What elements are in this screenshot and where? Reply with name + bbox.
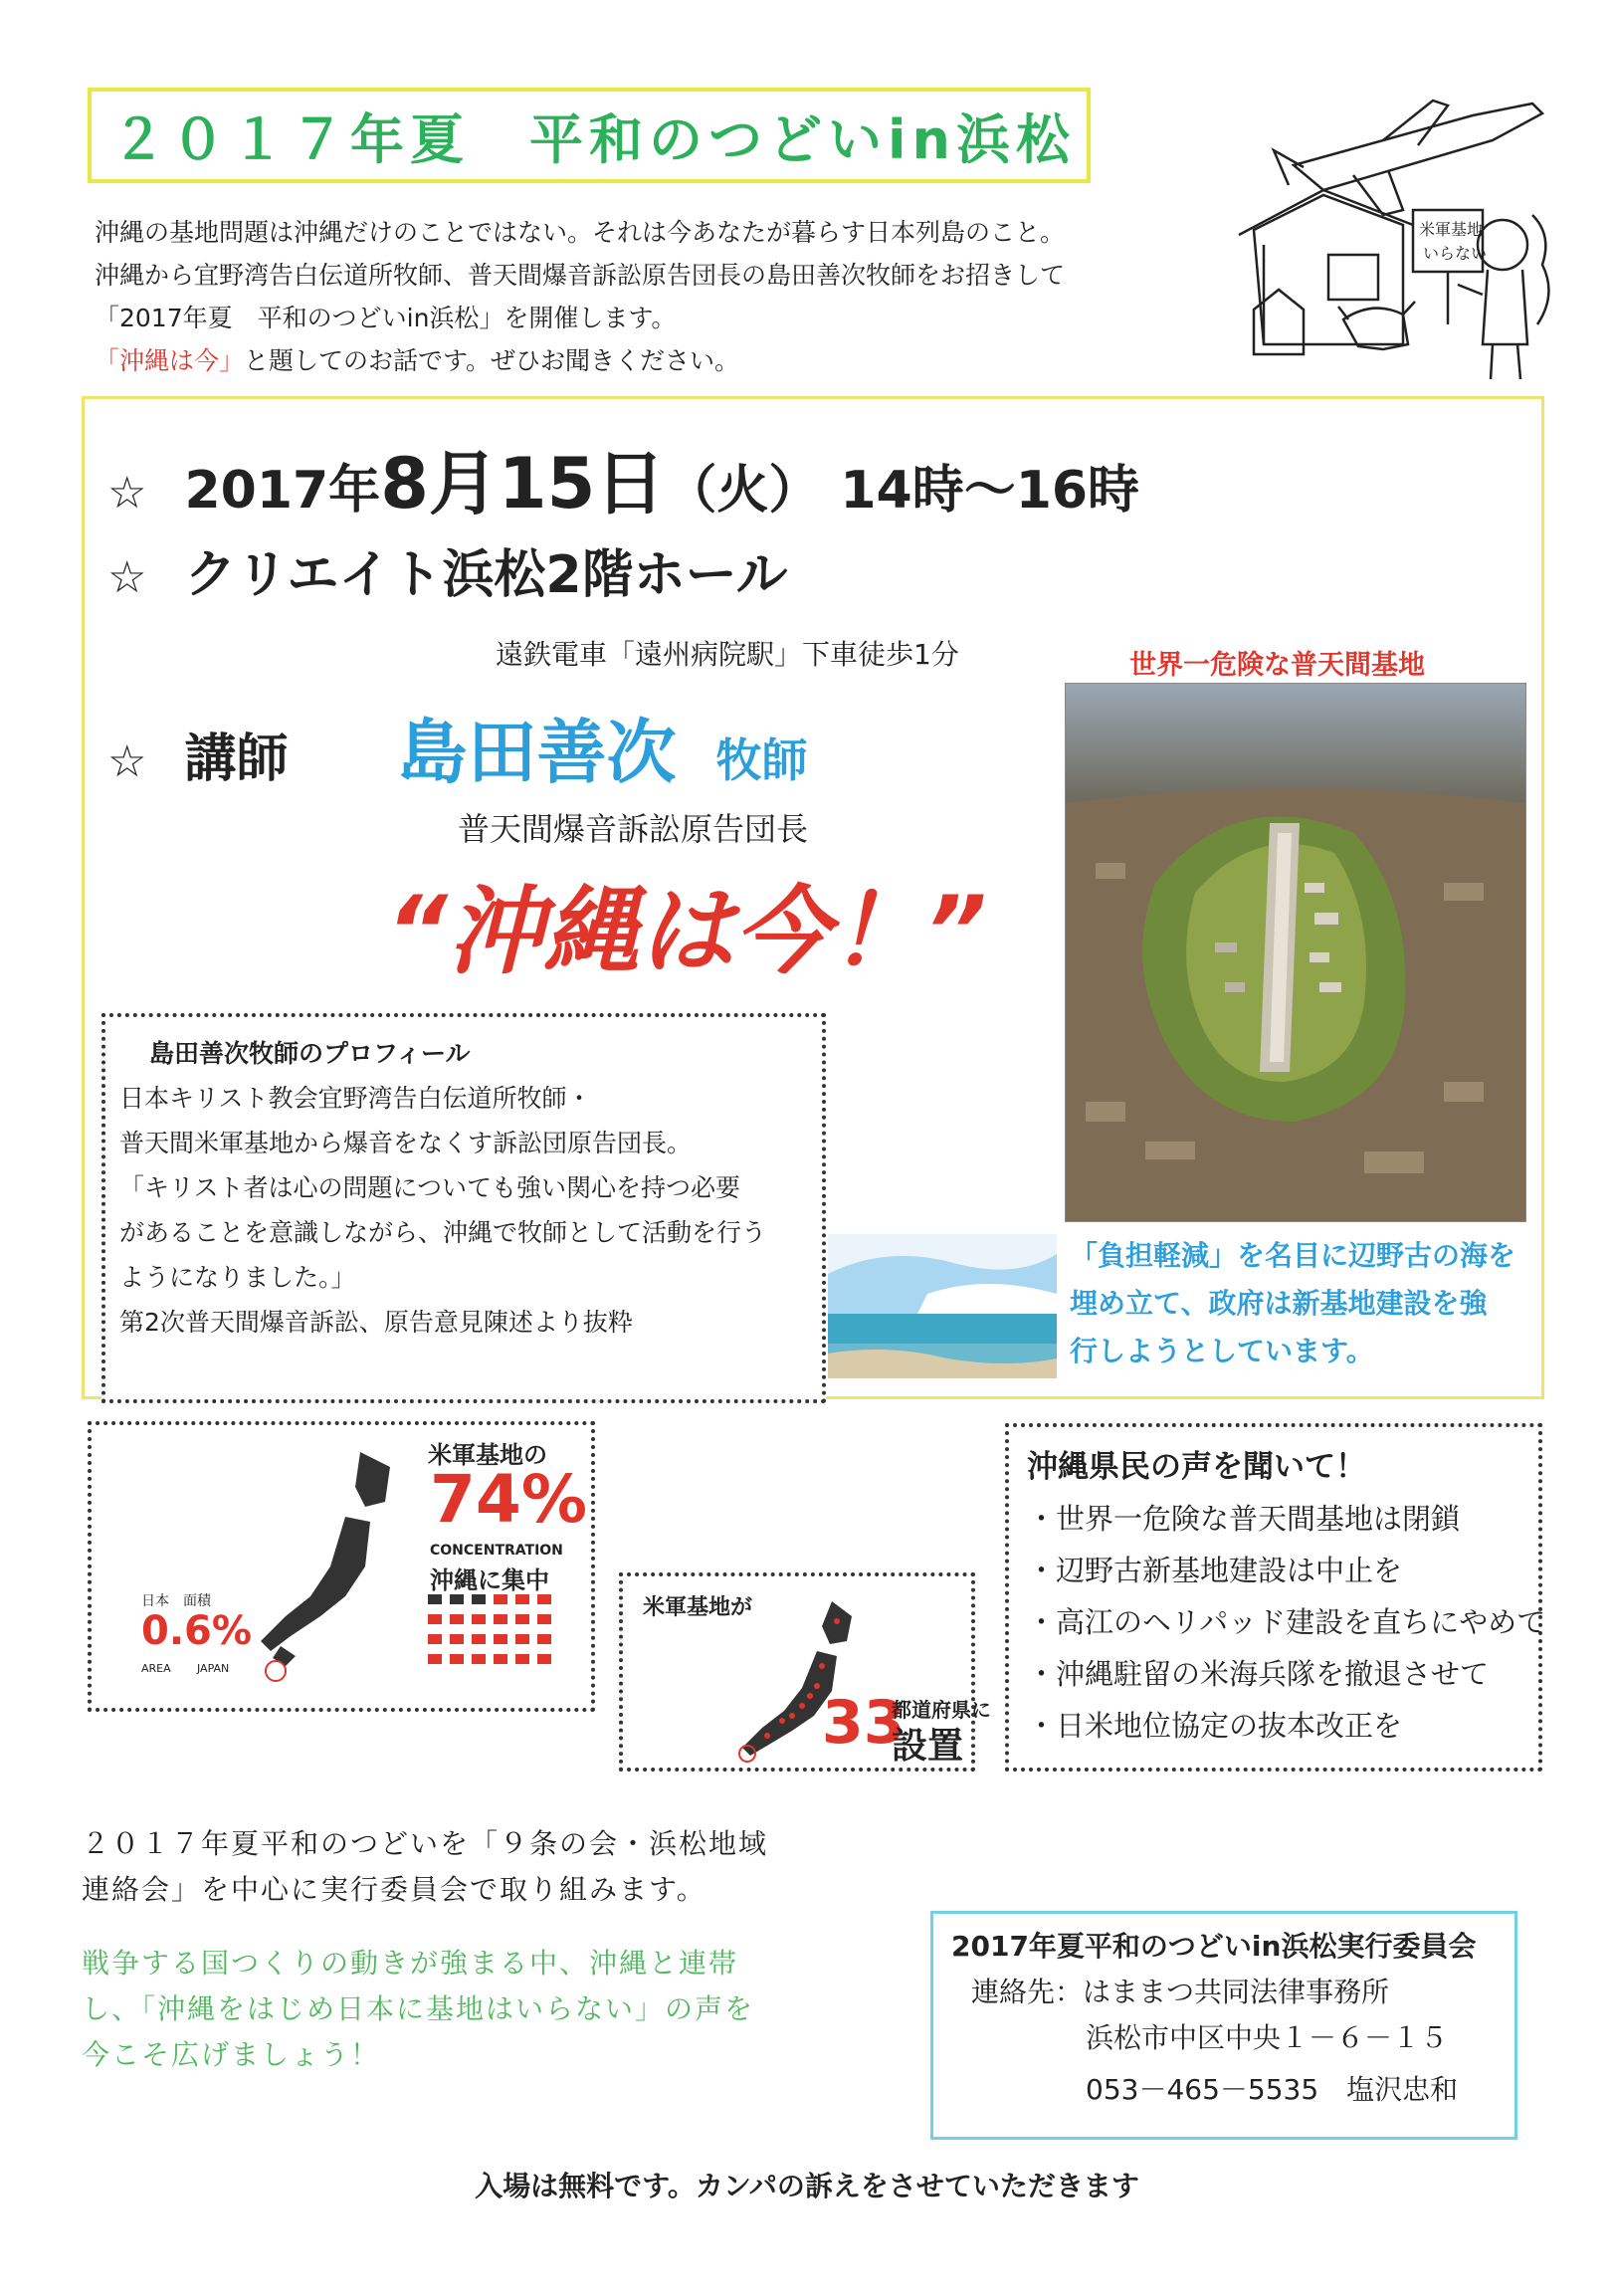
lecturer-label: 講師	[184, 730, 289, 789]
info2-setup: 設置	[892, 1726, 964, 1767]
star-icon: ☆	[107, 736, 147, 787]
profile-box	[101, 1013, 826, 1403]
info2-number: 33	[822, 1688, 906, 1758]
lecturer-title: 牧師	[715, 733, 808, 787]
footer-green-line: 今こそ広げましょう！	[82, 2038, 381, 2071]
footer-green-line: し、「沖縄をはじめ日本に基地はいらない」の声を	[82, 1992, 755, 2025]
footer-line: ２０１７年夏平和のつどいを「９条の会・浜松地域	[82, 1827, 769, 1860]
info2-heading: 米軍基地が	[643, 1595, 753, 1620]
futenma-aerial-photo	[1065, 683, 1526, 1222]
jet-icon	[1294, 104, 1542, 190]
voices-item: ・世界一危険な普天間基地は閉鎖	[1027, 1502, 1461, 1536]
contact-line: 連絡先：はままつ共同法律事務所	[971, 1976, 1390, 2008]
info1-area-en: AREA	[141, 1662, 171, 1675]
info1-japan-en: JAPAN	[197, 1662, 230, 1675]
henoko-sea-photo	[828, 1234, 1057, 1378]
profile-line: 「キリスト者は心の問題についても強い関心を持つ必要	[119, 1173, 741, 1202]
event-venue: クリエイト浜松2階ホール	[184, 545, 788, 605]
profile-line: 第2次普天間爆音訴訟、原告意見陳述より抜粋	[119, 1308, 633, 1337]
infographic-33-prefectures	[619, 1572, 991, 1772]
bottom-note: 入場は無料です。カンパの訴えをさせていただきます	[475, 2170, 1139, 2202]
photo-caption: 世界一危険な普天間基地	[1129, 650, 1425, 681]
intro-line	[95, 339, 1159, 382]
info1-area-label: 日本 面積	[141, 1593, 211, 1609]
intro-line: 沖縄から宜野湾告白伝道所牧師、普天間爆音訴訟原告団長の島田善次牧師をお招きして	[95, 261, 1066, 290]
contact-phone: 053－465－5535 塩沢忠和	[1086, 2073, 1459, 2106]
profile-line: 日本キリスト教会宜野湾告白伝道所牧師・	[119, 1084, 592, 1113]
illustration-house-jet	[1234, 96, 1562, 394]
base-icons-grid	[428, 1594, 557, 1674]
info2-pref: 都道府県に	[892, 1698, 991, 1722]
info1-percent: 74%	[430, 1461, 587, 1538]
event-month-day: 8月15日	[380, 443, 666, 524]
intro-line: 「2017年夏 平和のつどいin浜松」を開催します。	[95, 304, 677, 332]
voices-item: ・辺野古新基地建設は中止を	[1027, 1554, 1403, 1587]
event-access: 遠鉄電車「遠州病院駅」下車徒歩1分	[496, 638, 959, 671]
info1-heading: 米軍基地の	[428, 1441, 547, 1469]
lecturer-line	[107, 697, 807, 797]
footer-green-text	[82, 1941, 898, 2078]
lecturer-name: 島田善次	[397, 712, 677, 793]
intro-paragraph	[95, 211, 1159, 382]
event-weekday: （火）	[665, 461, 821, 521]
voices-item: ・日米地位協定の抜本改正を	[1027, 1709, 1403, 1743]
page-title: ２０１７年夏 平和のつどいin浜松	[111, 107, 1076, 171]
japan-map-icon	[251, 1447, 400, 1686]
title-box	[88, 88, 1091, 183]
event-venue-line	[107, 532, 788, 607]
intro-line-rest: と題してのお話です。ぜひお聞きください。	[244, 346, 740, 375]
contact-title: 2017年夏平和のつどいin浜松実行委員会	[951, 1930, 1477, 1963]
photo-caption-2	[1070, 1232, 1515, 1375]
infographic-74-percent	[88, 1421, 595, 1712]
voices-box	[1005, 1423, 1546, 1772]
caption-line: 埋め立て、政府は新基地建設を強	[1070, 1287, 1488, 1320]
caption-line: 「負担軽減」を名目に辺野古の海を	[1070, 1239, 1516, 1272]
profile-line: 普天間米軍基地から爆音をなくす訴訟団原告団長。	[119, 1129, 693, 1157]
voices-title: 沖縄県民の声を聞いて！	[1027, 1449, 1366, 1485]
info1-concentration: CONCENTRATION	[430, 1543, 563, 1559]
star-icon: ☆	[107, 468, 147, 519]
intro-line: 沖縄の基地問題は沖縄だけのことではない。それは今あなたが暮らす日本列島のこと。	[95, 218, 1066, 247]
profile-heading: 島田善次牧師のプロフィール	[149, 1039, 471, 1068]
sign-text-1: 米軍基地	[1419, 220, 1484, 239]
info1-area-value: 0.6%	[141, 1608, 252, 1654]
info1-okinawa: 沖縄に集中	[430, 1566, 549, 1594]
lecturer-role: 普天間爆音訴訟原告団長	[458, 810, 809, 848]
voices-item: ・高江のヘリパッド建設を直ちにやめて	[1027, 1605, 1546, 1639]
profile-line: があることを意識しながら、沖縄で牧師として活動を行う	[119, 1218, 767, 1247]
star-icon: ☆	[107, 552, 147, 603]
footer-green-line: 戦争する国つくりの動きが強まる中、沖縄と連帯	[82, 1947, 739, 1980]
footer-text	[82, 1821, 917, 1913]
event-time: 14時～16時	[840, 461, 1140, 521]
event-year: 2017年	[184, 461, 381, 521]
profile-line: ようになりました。」	[119, 1263, 356, 1292]
footer-line: 連絡会」を中心に実行委員会で取り組みます。	[82, 1873, 706, 1906]
contact-box	[930, 1911, 1517, 2140]
voices-item: ・沖縄駐留の米海兵隊を撤退させて	[1027, 1657, 1490, 1691]
event-date-line	[107, 428, 1139, 528]
contact-address: 浜松市中区中央１－６－１５	[1086, 2021, 1449, 2054]
event-theme: “沖縄は今！”	[386, 876, 987, 987]
intro-theme-red: 「沖縄は今」	[95, 346, 245, 375]
sign-text-2: いらない	[1423, 244, 1488, 263]
caption-line: 行しようとしています。	[1070, 1335, 1374, 1367]
